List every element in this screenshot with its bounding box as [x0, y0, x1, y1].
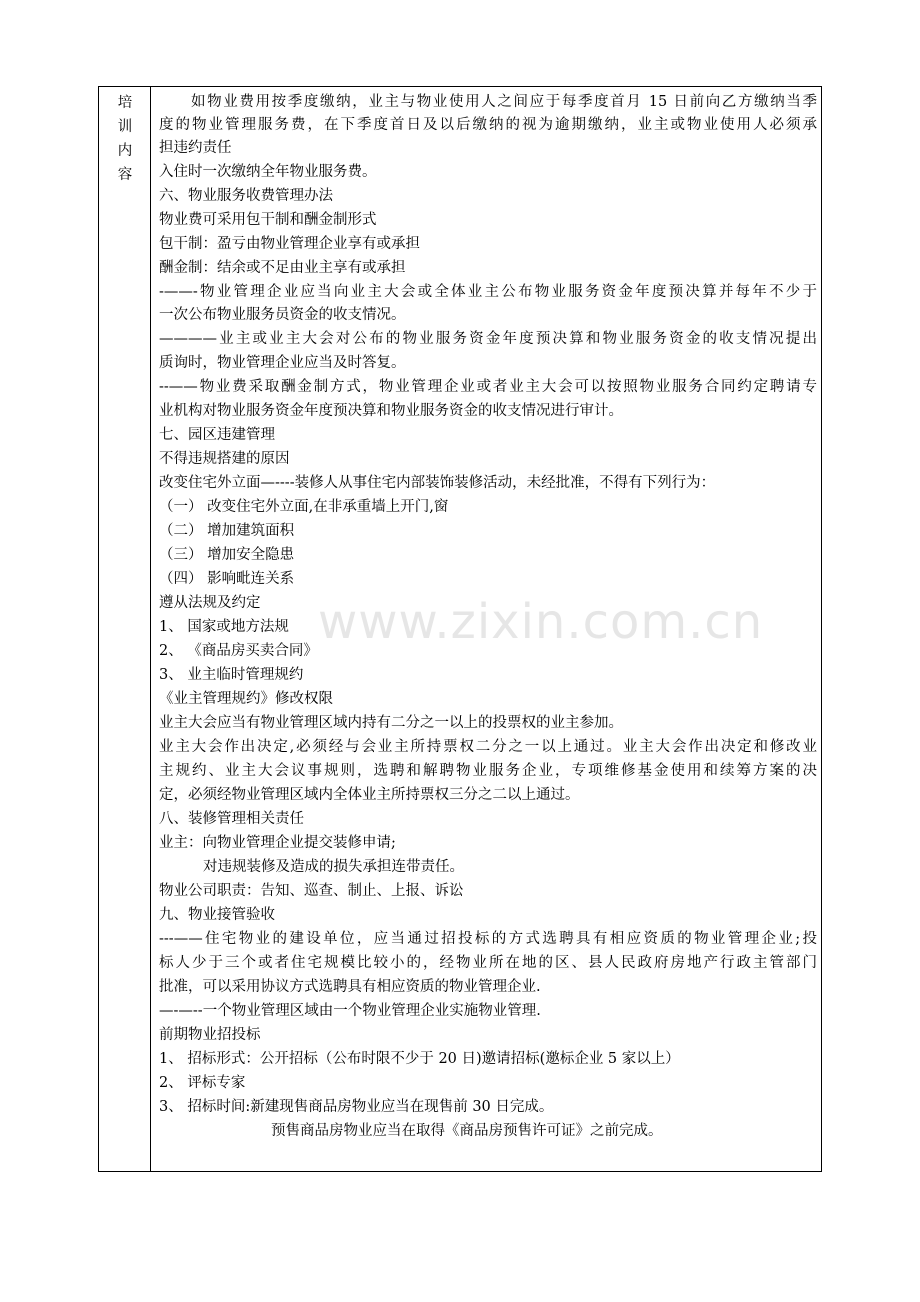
list-item: 1、 招标形式：公开招标（公布时限不少于 20 日)邀请招标(邀标企业 5 家以上） [159, 1051, 680, 1067]
text-line: 担违约责任 [159, 140, 232, 156]
text-line: 业主：向物业管理企业提交装修申请; [159, 835, 396, 851]
list-item: 2、 《商品房买卖合同》 [159, 643, 318, 659]
section-heading: 八、装修管理相关责任 [159, 811, 304, 827]
list-item: 3、 业主临时管理规约 [159, 667, 304, 683]
text-line: 定，必须经物业管理区域内全体业主所持票权三分之二以上通过。 [159, 787, 580, 803]
text-line: 改变住宅外立面—----装修人从事住宅内部装饰装修活动，未经批准，不得有下列行为： [159, 475, 716, 491]
text-line: 入住时一次缴纳全年物业服务费。 [159, 164, 377, 180]
text-line: -——-物业管理企业应当向业主大会或全体业主公布物业服务资金年度预决算并每年不少于 [159, 284, 817, 300]
list-item: （四） 影响毗连关系 [159, 571, 295, 587]
text-line: 酬金制：结余或不足由业主享有或承担 [159, 260, 406, 276]
list-item: （三） 增加安全隐患 [159, 547, 295, 563]
text-line: 前期物业招投标 [159, 1027, 261, 1043]
text-line: 质询时，物业管理企业应当及时答复。 [159, 355, 406, 371]
section-heading: 七、园区违建管理 [159, 427, 275, 443]
text-line: —-—--一个物业管理区域由一个物业管理企业实施物业管理. [159, 1003, 541, 1019]
list-item: 1、 国家或地方法规 [159, 619, 289, 635]
list-item: （一） 改变住宅外立面,在非承重墙上开门,窗 [159, 499, 449, 515]
list-item: （二） 增加建筑面积 [159, 523, 295, 539]
text-line: 度的物业管理服务费，在下季度首日及以后缴纳的视为逾期缴纳，业主或物业使用人必须承 [159, 117, 817, 133]
label-char: 培 [117, 95, 133, 111]
watermark: www.zixin.com.cn [318, 594, 764, 650]
section-heading: 六、物业服务收费管理办法 [159, 188, 333, 204]
text-line: 主规约、业主大会议事规则，选聘和解聘物业服务企业，专项维修基金使用和续筹方案的决 [159, 763, 817, 779]
list-item: 2、 评标专家 [159, 1075, 246, 1091]
text-line: 标人少于三个或者住宅规模比较小的，经物业所在地的区、县人民政府房地产行政主管部门 [159, 955, 817, 971]
label-column [99, 87, 151, 1171]
text-line: 业主大会应当有物业管理区域内持有二分之一以上的投票权的业主参加。 [159, 715, 623, 731]
text-line: 《业主管理规约》修改权限 [159, 691, 333, 707]
text-line: 批准，可以采用协议方式选聘具有相应资质的物业管理企业. [159, 979, 541, 995]
text-line: ---——住宅物业的建设单位，应当通过招投标的方式选聘具有相应资质的物业管理企业;投 [159, 931, 817, 947]
text-line: 一次公布物业服务员资金的收支情况。 [159, 307, 406, 323]
text-line: 对违规装修及造成的损失承担连带责任。 [203, 859, 464, 875]
label-char: 训 [117, 119, 133, 135]
section-heading: 九、物业接管验收 [159, 907, 275, 923]
list-item: 3、 招标时间:新建现售商品房物业应当在现售前 30 日完成。 [159, 1099, 554, 1115]
text-line: 业主大会作出决定,必须经与会业主所持票权二分之一以上通过。业主大会作出决定和修改业 [159, 739, 817, 755]
text-line: 物业公司职责：告知、巡查、制止、上报、诉讼 [159, 883, 464, 899]
text-line: 遵从法规及约定 [159, 595, 261, 611]
text-line: ————业主或业主大会对公布的物业服务资金年度预决算和物业服务资金的收支情况提出 [159, 331, 817, 347]
text-line: 业机构对物业服务资金年度预决算和物业服务资金的收支情况进行审计。 [159, 403, 623, 419]
text-line: 预售商品房物业应当在取得《商品房预售许可证》之前完成。 [271, 1123, 663, 1139]
text-line: 物业费可采用包干制和酬金制形式 [159, 212, 377, 228]
label-char: 内 [117, 143, 133, 159]
training-table [98, 86, 822, 1172]
text-line: 如物业费用按季度缴纳，业主与物业使用人之间应于每季度首月 15 日前向乙方缴纳当季 [191, 94, 817, 110]
text-line: 不得违规搭建的原因 [159, 451, 290, 467]
label-char: 容 [117, 167, 133, 183]
text-line: --——物业费采取酬金制方式，物业管理企业或者业主大会可以按照物业服务合同约定聘请专 [159, 379, 817, 395]
text-line: 包干制：盈亏由物业管理企业享有或承担 [159, 236, 420, 252]
